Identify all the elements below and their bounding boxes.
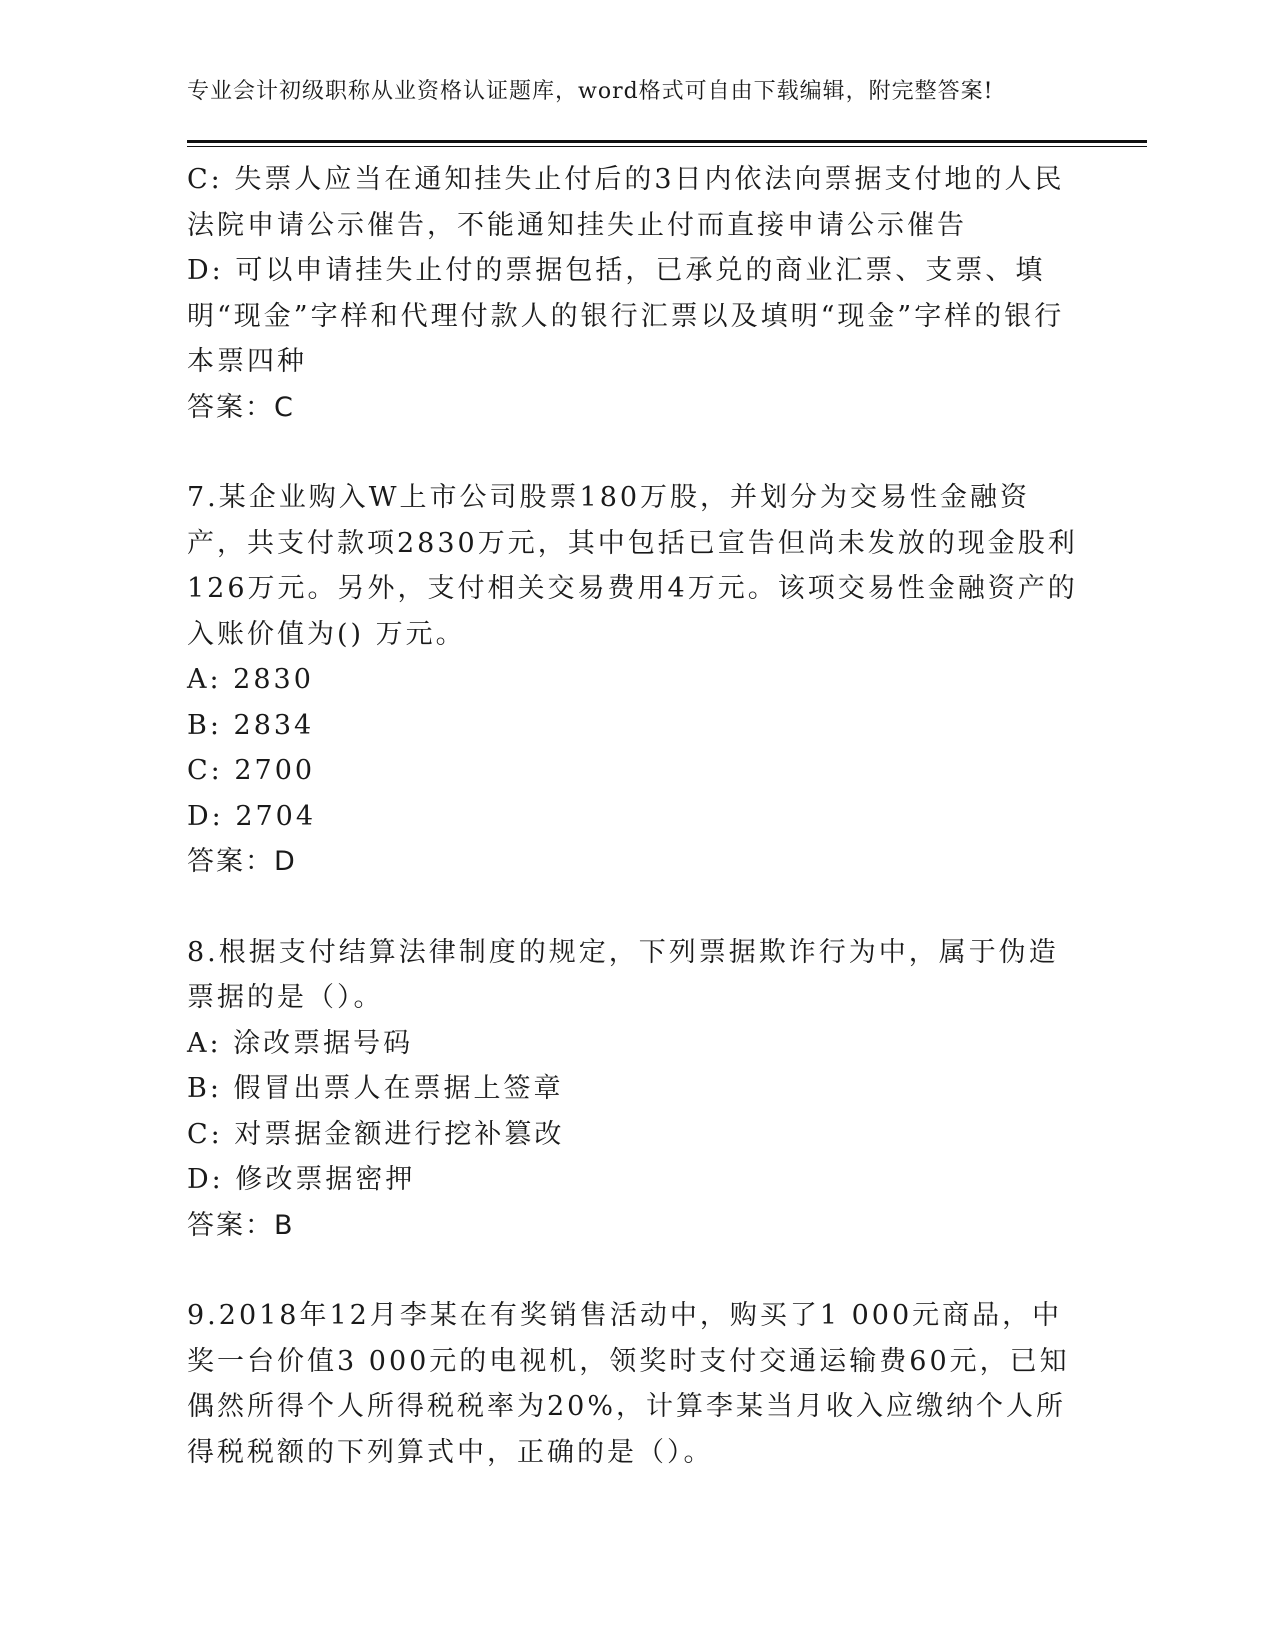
answer: 答案：C bbox=[187, 391, 295, 423]
option-b: B: 假冒出票人在票据上签章 bbox=[187, 1073, 564, 1104]
spacer bbox=[187, 1248, 1087, 1293]
question-stem: 8.根据支付结算法律制度的规定，下列票据欺诈行为中，属于伪造票据的是（）。 bbox=[187, 936, 1059, 1013]
option-d: D: 修改票据密押 bbox=[187, 1164, 416, 1195]
page-header: 专业会计初级职称从业资格认证题库，word格式可自由下载编辑，附完整答案! bbox=[187, 79, 994, 104]
spacer bbox=[187, 430, 1087, 475]
spacer bbox=[187, 885, 1087, 930]
option-d: D: 可以申请挂失止付的票据包括，已承兑的商业汇票、支票、填明“现金”字样和代理付款人的银行汇票以及填明“现金”字样的银行本票四种 bbox=[187, 255, 1065, 377]
option-b: B: 2834 bbox=[187, 709, 315, 741]
question-stem: 9.2018年12月李某在有奖销售活动中，购买了1 000元商品，中奖一台价值3 000元的电视机，领奖时支付交通运输费60元，已知偶然所得个人所得税税率为20%，计算李某当月收入应缴纳个人所得税税额的下列算式中，正确的是（）。 bbox=[187, 1300, 1070, 1468]
header-rule-thin bbox=[187, 146, 1147, 147]
option-c: C: 失票人应当在通知挂失止付后的3日内依法向票据支付地的人民法院申请公示催告，不能通知挂失止付而直接申请公示催告 bbox=[187, 164, 1065, 241]
question-content bbox=[187, 157, 1087, 1475]
option-a: A: 2830 bbox=[187, 664, 314, 695]
header-rule-thick bbox=[187, 140, 1147, 143]
question-stem: 7.某企业购入W上市公司股票180万股，并划分为交易性金融资产，共支付款项2830万元，其中包括已宣告但尚未发放的现金股利126万元。另外，支付相关交易费用4万元。该项交易性金融资产的入账价值为() 万元。 bbox=[187, 482, 1078, 650]
option-d: D: 2704 bbox=[187, 800, 317, 832]
answer: 答案：B bbox=[187, 1209, 295, 1241]
option-c: C: 对票据金额进行挖补篡改 bbox=[187, 1118, 565, 1150]
option-c: C: 2700 bbox=[187, 755, 316, 786]
option-a: A: 涂改票据号码 bbox=[187, 1027, 414, 1059]
answer: 答案：D bbox=[187, 846, 297, 877]
